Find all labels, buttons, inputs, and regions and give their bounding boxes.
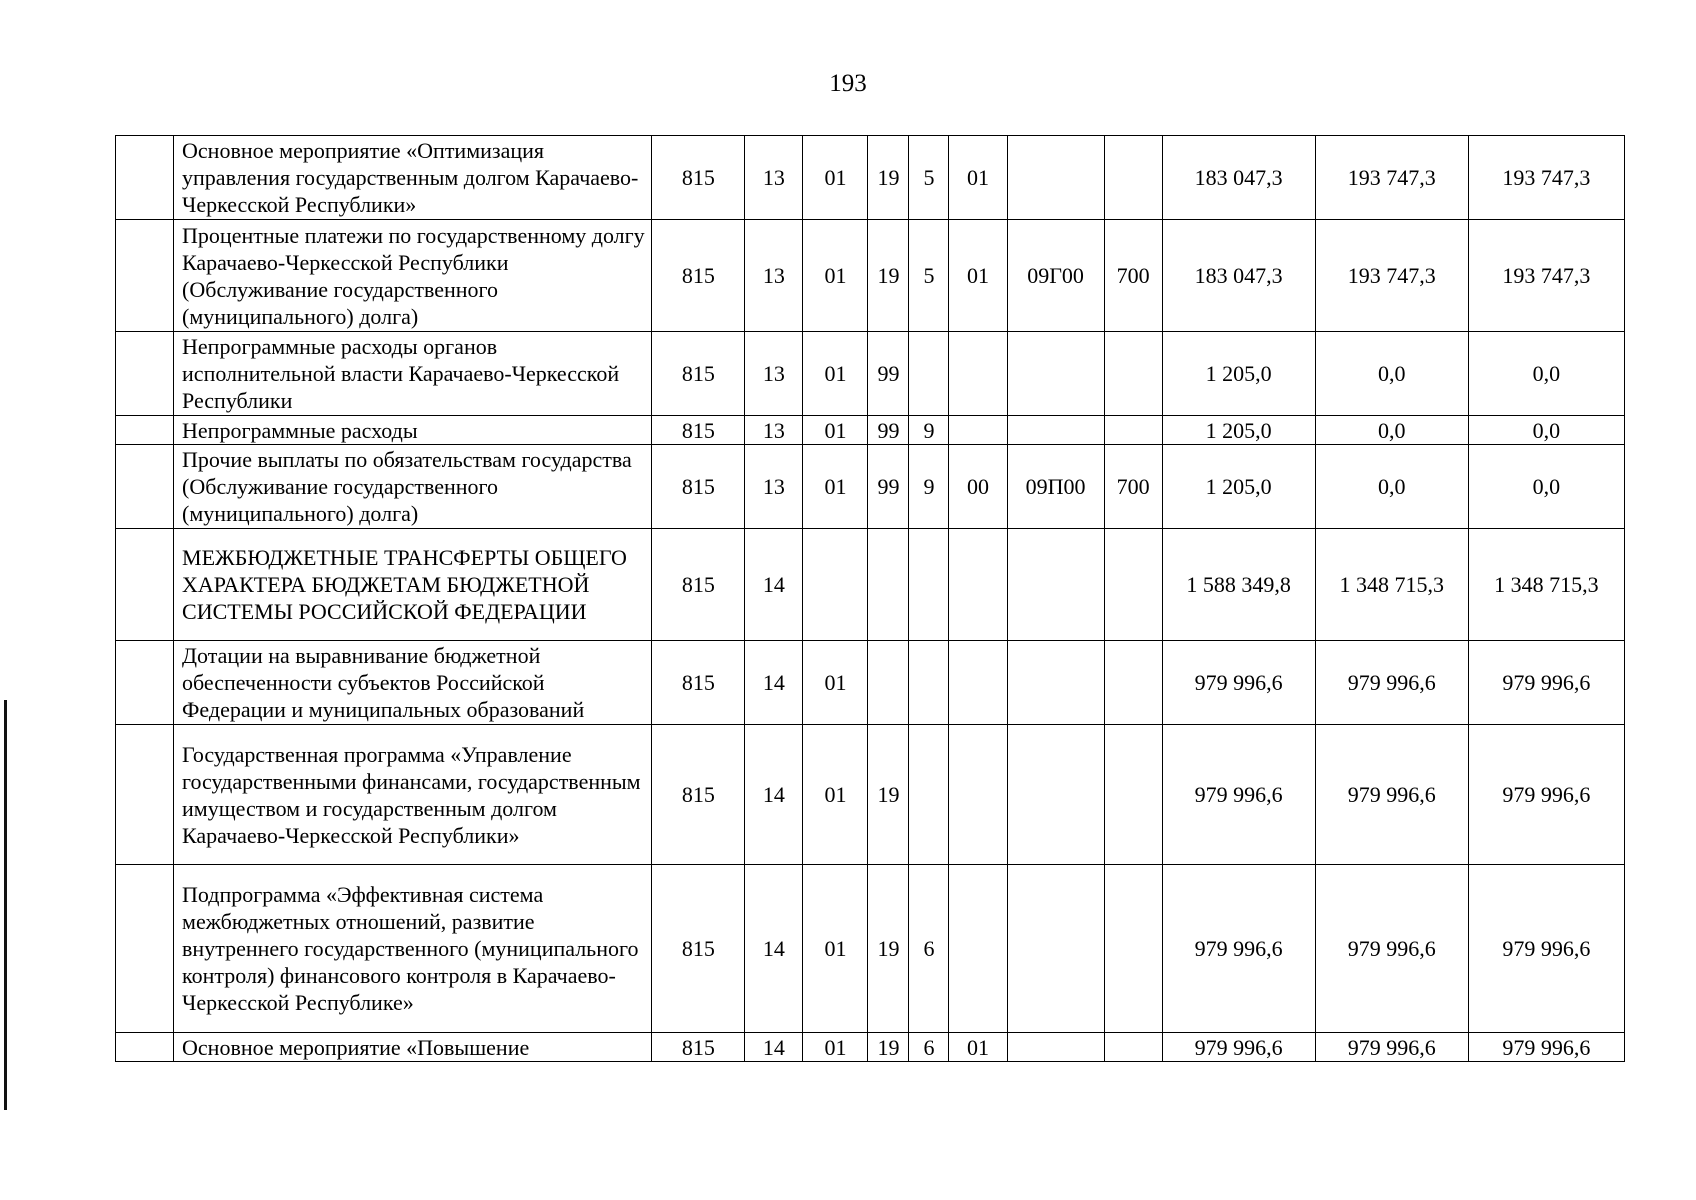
code-program: 19 bbox=[868, 1033, 909, 1062]
code-subprogram: 6 bbox=[909, 865, 949, 1033]
row-name: Непрограммные расходы органов исполнительной власти Карачаево-Черкесской Республики bbox=[174, 332, 652, 416]
table-row bbox=[116, 865, 1625, 1033]
code-direction: 09П00 bbox=[1007, 445, 1104, 529]
row-number-cell bbox=[116, 1033, 174, 1062]
amount-year-3: 979 996,6 bbox=[1468, 865, 1624, 1033]
amount-year-3: 0,0 bbox=[1468, 332, 1624, 416]
amount-year-2: 0,0 bbox=[1315, 445, 1468, 529]
code-subsection bbox=[803, 529, 868, 641]
code-program: 19 bbox=[868, 220, 909, 332]
row-number-cell bbox=[116, 332, 174, 416]
amount-year-2: 979 996,6 bbox=[1315, 1033, 1468, 1062]
row-number-cell bbox=[116, 220, 174, 332]
code-program: 99 bbox=[868, 445, 909, 529]
code-subsection: 01 bbox=[803, 220, 868, 332]
code-event bbox=[949, 416, 1007, 445]
table-row bbox=[116, 332, 1625, 416]
code-section: 13 bbox=[745, 416, 803, 445]
code-direction bbox=[1007, 641, 1104, 725]
table-row bbox=[116, 136, 1625, 220]
code-admin: 815 bbox=[652, 332, 745, 416]
code-event bbox=[949, 725, 1007, 865]
code-expense-type bbox=[1104, 529, 1162, 641]
code-event: 01 bbox=[949, 1033, 1007, 1062]
code-subsection: 01 bbox=[803, 332, 868, 416]
code-expense-type bbox=[1104, 332, 1162, 416]
code-subprogram: 6 bbox=[909, 1033, 949, 1062]
row-number-cell bbox=[116, 529, 174, 641]
code-admin: 815 bbox=[652, 136, 745, 220]
code-subprogram: 9 bbox=[909, 416, 949, 445]
code-subprogram bbox=[909, 725, 949, 865]
table-row bbox=[116, 416, 1625, 445]
code-subprogram: 5 bbox=[909, 220, 949, 332]
amount-year-1: 1 588 349,8 bbox=[1162, 529, 1315, 641]
table-row bbox=[116, 641, 1625, 725]
code-expense-type bbox=[1104, 136, 1162, 220]
row-name: Подпрограмма «Эффективная система межбюджетных отношений, развитие внутреннего государственного (муниципального контроля) финансового контроля в Карачаево-Черкесской Республике» bbox=[174, 865, 652, 1033]
amount-year-2: 1 348 715,3 bbox=[1315, 529, 1468, 641]
code-expense-type: 700 bbox=[1104, 220, 1162, 332]
row-number-cell bbox=[116, 725, 174, 865]
code-expense-type bbox=[1104, 1033, 1162, 1062]
row-name: Основное мероприятие «Повышение bbox=[174, 1033, 652, 1062]
code-direction bbox=[1007, 529, 1104, 641]
code-direction bbox=[1007, 332, 1104, 416]
amount-year-1: 979 996,6 bbox=[1162, 1033, 1315, 1062]
page-number: 193 bbox=[829, 70, 867, 97]
amount-year-2: 979 996,6 bbox=[1315, 725, 1468, 865]
code-section: 13 bbox=[745, 445, 803, 529]
code-event: 01 bbox=[949, 220, 1007, 332]
code-subprogram bbox=[909, 529, 949, 641]
amount-year-1: 979 996,6 bbox=[1162, 725, 1315, 865]
amount-year-3: 979 996,6 bbox=[1468, 725, 1624, 865]
code-subsection: 01 bbox=[803, 725, 868, 865]
code-admin: 815 bbox=[652, 865, 745, 1033]
code-event bbox=[949, 529, 1007, 641]
amount-year-3: 0,0 bbox=[1468, 416, 1624, 445]
row-name: Непрограммные расходы bbox=[174, 416, 652, 445]
code-admin: 815 bbox=[652, 416, 745, 445]
code-event: 00 bbox=[949, 445, 1007, 529]
code-direction bbox=[1007, 1033, 1104, 1062]
code-program: 99 bbox=[868, 332, 909, 416]
code-section: 13 bbox=[745, 332, 803, 416]
amount-year-2: 0,0 bbox=[1315, 332, 1468, 416]
amount-year-1: 979 996,6 bbox=[1162, 865, 1315, 1033]
amount-year-3: 1 348 715,3 bbox=[1468, 529, 1624, 641]
amount-year-2: 193 747,3 bbox=[1315, 136, 1468, 220]
scan-edge-mark bbox=[4, 700, 7, 1110]
code-admin: 815 bbox=[652, 725, 745, 865]
code-section: 14 bbox=[745, 529, 803, 641]
row-name: Основное мероприятие «Оптимизация управления государственным долгом Карачаево-Черкесской Республики» bbox=[174, 136, 652, 220]
row-number-cell bbox=[116, 416, 174, 445]
amount-year-1: 183 047,3 bbox=[1162, 136, 1315, 220]
code-program: 19 bbox=[868, 136, 909, 220]
code-event bbox=[949, 865, 1007, 1033]
amount-year-1: 979 996,6 bbox=[1162, 641, 1315, 725]
code-admin: 815 bbox=[652, 220, 745, 332]
code-admin: 815 bbox=[652, 445, 745, 529]
amount-year-2: 979 996,6 bbox=[1315, 865, 1468, 1033]
amount-year-3: 979 996,6 bbox=[1468, 1033, 1624, 1062]
amount-year-1: 183 047,3 bbox=[1162, 220, 1315, 332]
code-subsection: 01 bbox=[803, 416, 868, 445]
row-name: Прочие выплаты по обязательствам государства (Обслуживание государственного (муниципального) долга) bbox=[174, 445, 652, 529]
code-subsection: 01 bbox=[803, 445, 868, 529]
table-row bbox=[116, 725, 1625, 865]
code-admin: 815 bbox=[652, 529, 745, 641]
code-section: 13 bbox=[745, 220, 803, 332]
code-section: 14 bbox=[745, 865, 803, 1033]
row-name: Процентные платежи по государственному долгу Карачаево-Черкесской Республики (Обслуживание государственного (муниципального) долга) bbox=[174, 220, 652, 332]
code-subprogram: 5 bbox=[909, 136, 949, 220]
row-number-cell bbox=[116, 136, 174, 220]
table-row bbox=[116, 445, 1625, 529]
code-section: 14 bbox=[745, 641, 803, 725]
table-row bbox=[116, 529, 1625, 641]
code-subsection: 01 bbox=[803, 136, 868, 220]
code-subsection: 01 bbox=[803, 865, 868, 1033]
code-program: 19 bbox=[868, 725, 909, 865]
amount-year-3: 193 747,3 bbox=[1468, 136, 1624, 220]
row-name: Государственная программа «Управление государственными финансами, государственным имуществом и государственным долгом Карачаево-Черкесской Республики» bbox=[174, 725, 652, 865]
amount-year-3: 193 747,3 bbox=[1468, 220, 1624, 332]
amount-year-1: 1 205,0 bbox=[1162, 416, 1315, 445]
code-expense-type bbox=[1104, 641, 1162, 725]
code-admin: 815 bbox=[652, 1033, 745, 1062]
code-program: 19 bbox=[868, 865, 909, 1033]
amount-year-3: 0,0 bbox=[1468, 445, 1624, 529]
code-expense-type bbox=[1104, 416, 1162, 445]
code-subsection: 01 bbox=[803, 1033, 868, 1062]
row-number-cell bbox=[116, 865, 174, 1033]
code-subsection: 01 bbox=[803, 641, 868, 725]
amount-year-2: 979 996,6 bbox=[1315, 641, 1468, 725]
code-event bbox=[949, 641, 1007, 725]
code-direction bbox=[1007, 865, 1104, 1033]
code-section: 13 bbox=[745, 136, 803, 220]
amount-year-1: 1 205,0 bbox=[1162, 445, 1315, 529]
code-program bbox=[868, 529, 909, 641]
code-subprogram bbox=[909, 332, 949, 416]
table-row bbox=[116, 1033, 1625, 1062]
code-program: 99 bbox=[868, 416, 909, 445]
code-section: 14 bbox=[745, 725, 803, 865]
amount-year-3: 979 996,6 bbox=[1468, 641, 1624, 725]
table-row bbox=[116, 220, 1625, 332]
code-direction bbox=[1007, 136, 1104, 220]
row-number-cell bbox=[116, 445, 174, 529]
amount-year-1: 1 205,0 bbox=[1162, 332, 1315, 416]
code-expense-type bbox=[1104, 725, 1162, 865]
row-name: МЕЖБЮДЖЕТНЫЕ ТРАНСФЕРТЫ ОБЩЕГО ХАРАКТЕРА БЮДЖЕТАМ БЮДЖЕТНОЙ СИСТЕМЫ РОССИЙСКОЙ ФЕДЕРАЦИИ bbox=[174, 529, 652, 641]
code-admin: 815 bbox=[652, 641, 745, 725]
code-expense-type bbox=[1104, 865, 1162, 1033]
amount-year-2: 193 747,3 bbox=[1315, 220, 1468, 332]
code-event bbox=[949, 332, 1007, 416]
code-event: 01 bbox=[949, 136, 1007, 220]
code-direction bbox=[1007, 725, 1104, 865]
amount-year-2: 0,0 bbox=[1315, 416, 1468, 445]
budget-table bbox=[115, 135, 1625, 1062]
code-expense-type: 700 bbox=[1104, 445, 1162, 529]
row-number-cell bbox=[116, 641, 174, 725]
row-name: Дотации на выравнивание бюджетной обеспеченности субъектов Российской Федерации и муниципальных образований bbox=[174, 641, 652, 725]
code-subprogram: 9 bbox=[909, 445, 949, 529]
code-subprogram bbox=[909, 641, 949, 725]
code-direction bbox=[1007, 416, 1104, 445]
code-direction: 09Г00 bbox=[1007, 220, 1104, 332]
code-program bbox=[868, 641, 909, 725]
code-section: 14 bbox=[745, 1033, 803, 1062]
